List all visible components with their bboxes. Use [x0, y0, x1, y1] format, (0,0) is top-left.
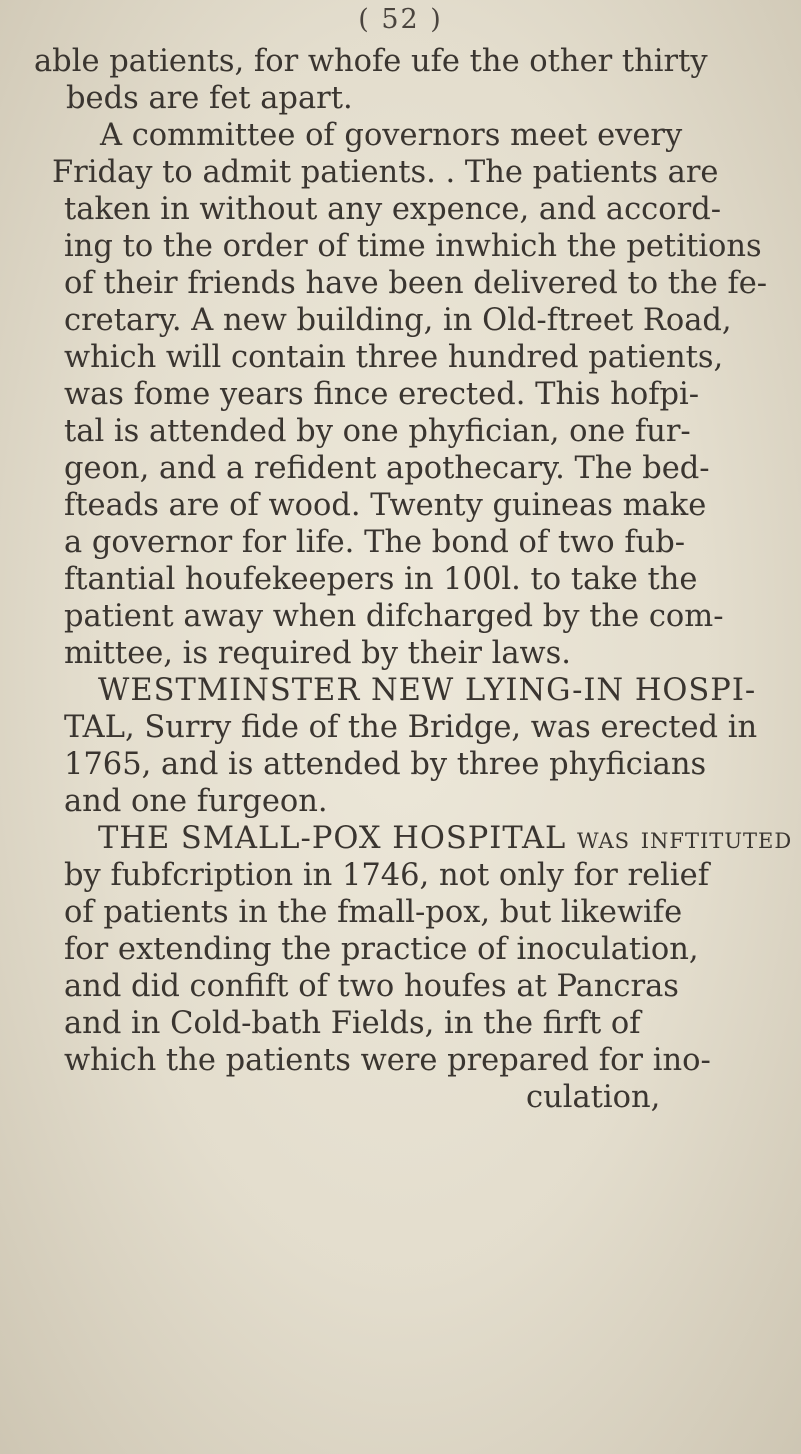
text-line: was fome years fince erected. This hofpi- — [64, 377, 700, 412]
text-line: tal is attended by one phyfician, one fur- — [64, 414, 691, 449]
text-line: of their friends have been delivered to the fe- — [64, 266, 768, 301]
text-line: 1765, and is attended by three phyficians — [64, 747, 707, 782]
text-line: able patients, for whofe ufe the other thirty — [34, 44, 708, 79]
text-line: culation, — [526, 1080, 661, 1115]
text-line: and in Cold-bath Fields, in the firft of — [64, 1006, 641, 1041]
text-line: Friday to admit patients. . The patients are — [52, 155, 719, 190]
text-line: a governor for life. The bond of two fub- — [64, 525, 686, 560]
text-line: fteads are of wood. Twenty guineas make — [64, 488, 707, 523]
text-line: of patients in the fmall-pox, but likewife — [64, 895, 683, 930]
text-line: mittee, is required by their laws. — [64, 636, 572, 671]
text-line: ing to the order of time inwhich the petitions — [64, 229, 762, 264]
text-line: taken in without any expence, and accord- — [64, 192, 722, 227]
text-line: TAL, Surry fide of the Bridge, was erected in — [64, 710, 758, 745]
text-line: ftantial houfekeepers in 100l. to take the — [64, 562, 698, 597]
text-line: for extending the practice of inoculation, — [64, 932, 699, 967]
text-line: by fubfcription in 1746, not only for relief — [64, 858, 709, 893]
text-line: which will contain three hundred patients, — [64, 340, 724, 375]
text-line: which the patients were prepared for ino- — [64, 1043, 711, 1078]
text-line-heading: THE SMALL-POX HOSPITAL was inftituted — [98, 821, 793, 856]
text-line: cretary. A new building, in Old-ftreet Road, — [64, 303, 732, 338]
text-line-heading: WESTMINSTER NEW LYING-IN HOSPI- — [98, 673, 757, 708]
text-line: patient away when difcharged by the com- — [64, 599, 724, 634]
text-line: and one furgeon. — [64, 784, 328, 819]
page-number: ( 52 ) — [358, 4, 443, 35]
text-line: A committee of governors meet every — [100, 118, 683, 153]
text-line: geon, and a refident apothecary. The bed- — [64, 451, 710, 486]
text-line: beds are fet apart. — [66, 81, 353, 116]
text-line: and did confift of two houfes at Pancras — [64, 969, 679, 1004]
